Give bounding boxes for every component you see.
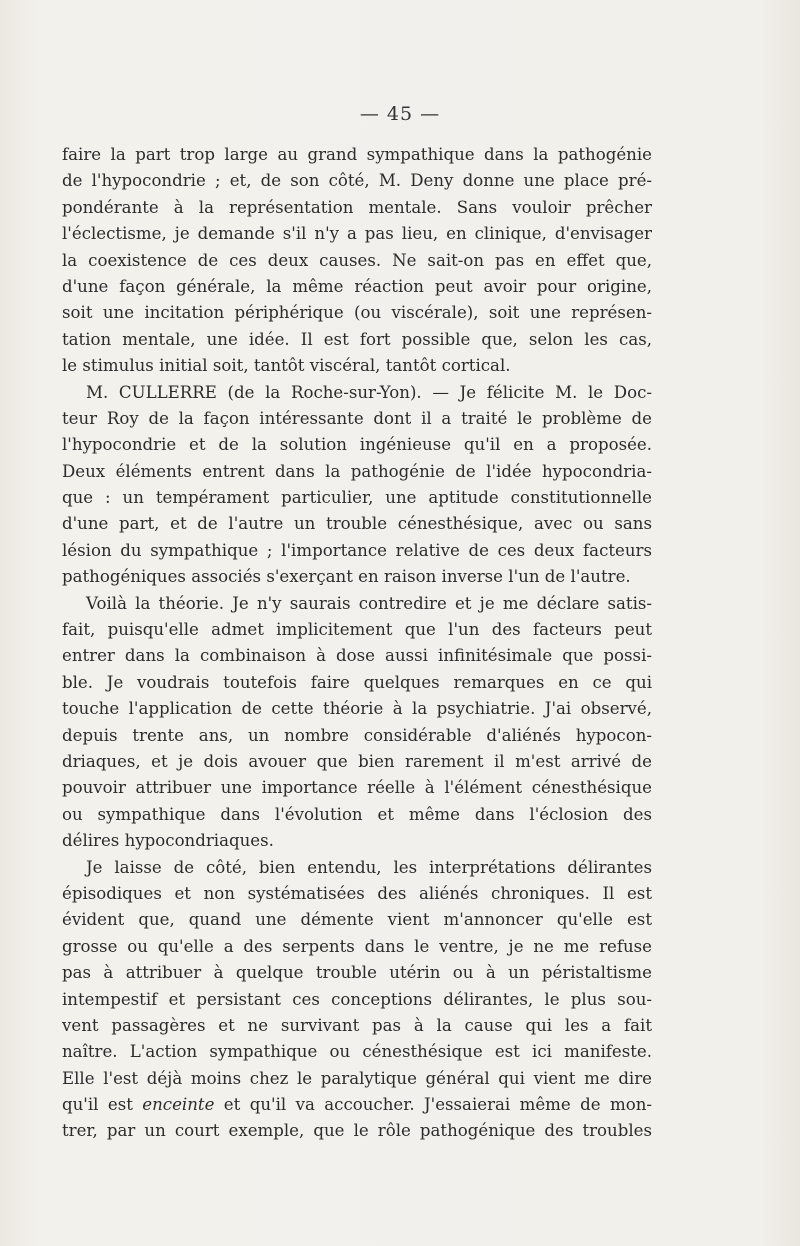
page-number: — 45 —: [359, 103, 441, 125]
text-line: pathogéniques associés s'exerçant en raison inverse l'un de l'autre.: [62, 567, 631, 587]
text-line: pas à attribuer à quelque trouble utérin ou à un péristaltisme: [62, 963, 652, 983]
body-text: [62, 142, 652, 1145]
text-line: de l'hypocondrie ; et, de son côté, M. Deny donne une place pré-: [62, 171, 652, 191]
text-line: que : un tempérament particulier, une aptitude constitutionnelle: [62, 488, 652, 508]
text-line: Je laisse de côté, bien entendu, les interprétations délirantes: [86, 857, 652, 877]
text-line: naître. L'action sympathique ou cénesthésique est ici manifeste.: [62, 1042, 652, 1062]
text-line: ble. Je voudrais toutefois faire quelques remarques en ce qui: [62, 672, 652, 692]
text-line: vent passagères et ne survivant pas à la cause qui les a fait: [62, 1015, 652, 1035]
text-line: épisodiques et non systématisées des aliénés chroniques. Il est: [62, 883, 652, 903]
text-segment: et qu'il va accoucher. J'essaierai même de mon-: [214, 1095, 652, 1115]
text-line: lésion du sympathique ; l'importance relative de ces deux facteurs: [62, 540, 652, 560]
text-line: délires hypocondriaques.: [62, 831, 274, 851]
text-line: ou sympathique dans l'évolution et même dans l'éclosion des: [62, 804, 652, 824]
text-line: touche l'application de cette théorie à la psychiatrie. J'ai observé,: [62, 699, 652, 719]
text-line: teur Roy de la façon intéressante dont il a traité le problème de: [62, 408, 652, 428]
text-line: l'éclectisme, je demande s'il n'y a pas lieu, en clinique, d'envisager: [62, 224, 652, 244]
text-line: [62, 1092, 652, 1118]
text-line: Elle l'est déjà moins chez le paralytique général qui vient me dire: [62, 1068, 652, 1088]
text-line: le stimulus initial soit, tantôt viscéral, tantôt cortical.: [62, 356, 511, 376]
text-line: pondérante à la représentation mentale. Sans vouloir prêcher: [62, 197, 652, 217]
text-line: depuis trente ans, un nombre considérable d'aliénés hypocon-: [62, 725, 652, 745]
text-line: la coexistence de ces deux causes. Ne sait-on pas en effet que,: [62, 250, 652, 270]
text-line: tation mentale, une idée. Il est fort possible que, selon les cas,: [62, 329, 652, 349]
text-line: M. CULLERRE (de la Roche-sur-Yon). — Je félicite M. le Doc-: [86, 382, 652, 402]
text-line: Deux éléments entrent dans la pathogénie de l'idée hypocondria-: [62, 461, 652, 481]
text-line: driaques, et je dois avouer que bien rarement il m'est arrivé de: [62, 751, 652, 771]
text-line: pouvoir attribuer une importance réelle à l'élément cénesthésique: [62, 778, 652, 798]
text-line: Voilà la théorie. Je n'y saurais contredire et je me déclare satis-: [86, 593, 652, 613]
text-segment: qu'il est: [62, 1095, 143, 1115]
text-line: grosse ou qu'elle a des serpents dans le ventre, je ne me refuse: [62, 936, 652, 956]
text-line: fait, puisqu'elle admet implicitement que l'un des facteurs peut: [62, 620, 652, 640]
text-line: trer, par un court exemple, que le rôle pathogénique des troubles: [62, 1121, 652, 1141]
text-line: intempestif et persistant ces conceptions délirantes, le plus sou-: [62, 989, 652, 1009]
italic-word: enceinte: [142, 1095, 215, 1115]
text-line: d'une part, et de l'autre un trouble cénesthésique, avec ou sans: [62, 514, 652, 534]
text-line: entrer dans la combinaison à dose aussi infinitésimale que possi-: [62, 646, 652, 666]
text-line: d'une façon générale, la même réaction peut avoir pour origine,: [62, 276, 652, 296]
text-line: faire la part trop large au grand sympathique dans la pathogénie: [62, 145, 652, 164]
text-line: soit une incitation périphérique (ou viscérale), soit une représen-: [62, 303, 652, 323]
text-line: l'hypocondrie et de la solution ingénieuse qu'il en a proposée.: [62, 435, 652, 455]
text-line: évident que, quand une démente vient m'annoncer qu'elle est: [62, 910, 652, 930]
